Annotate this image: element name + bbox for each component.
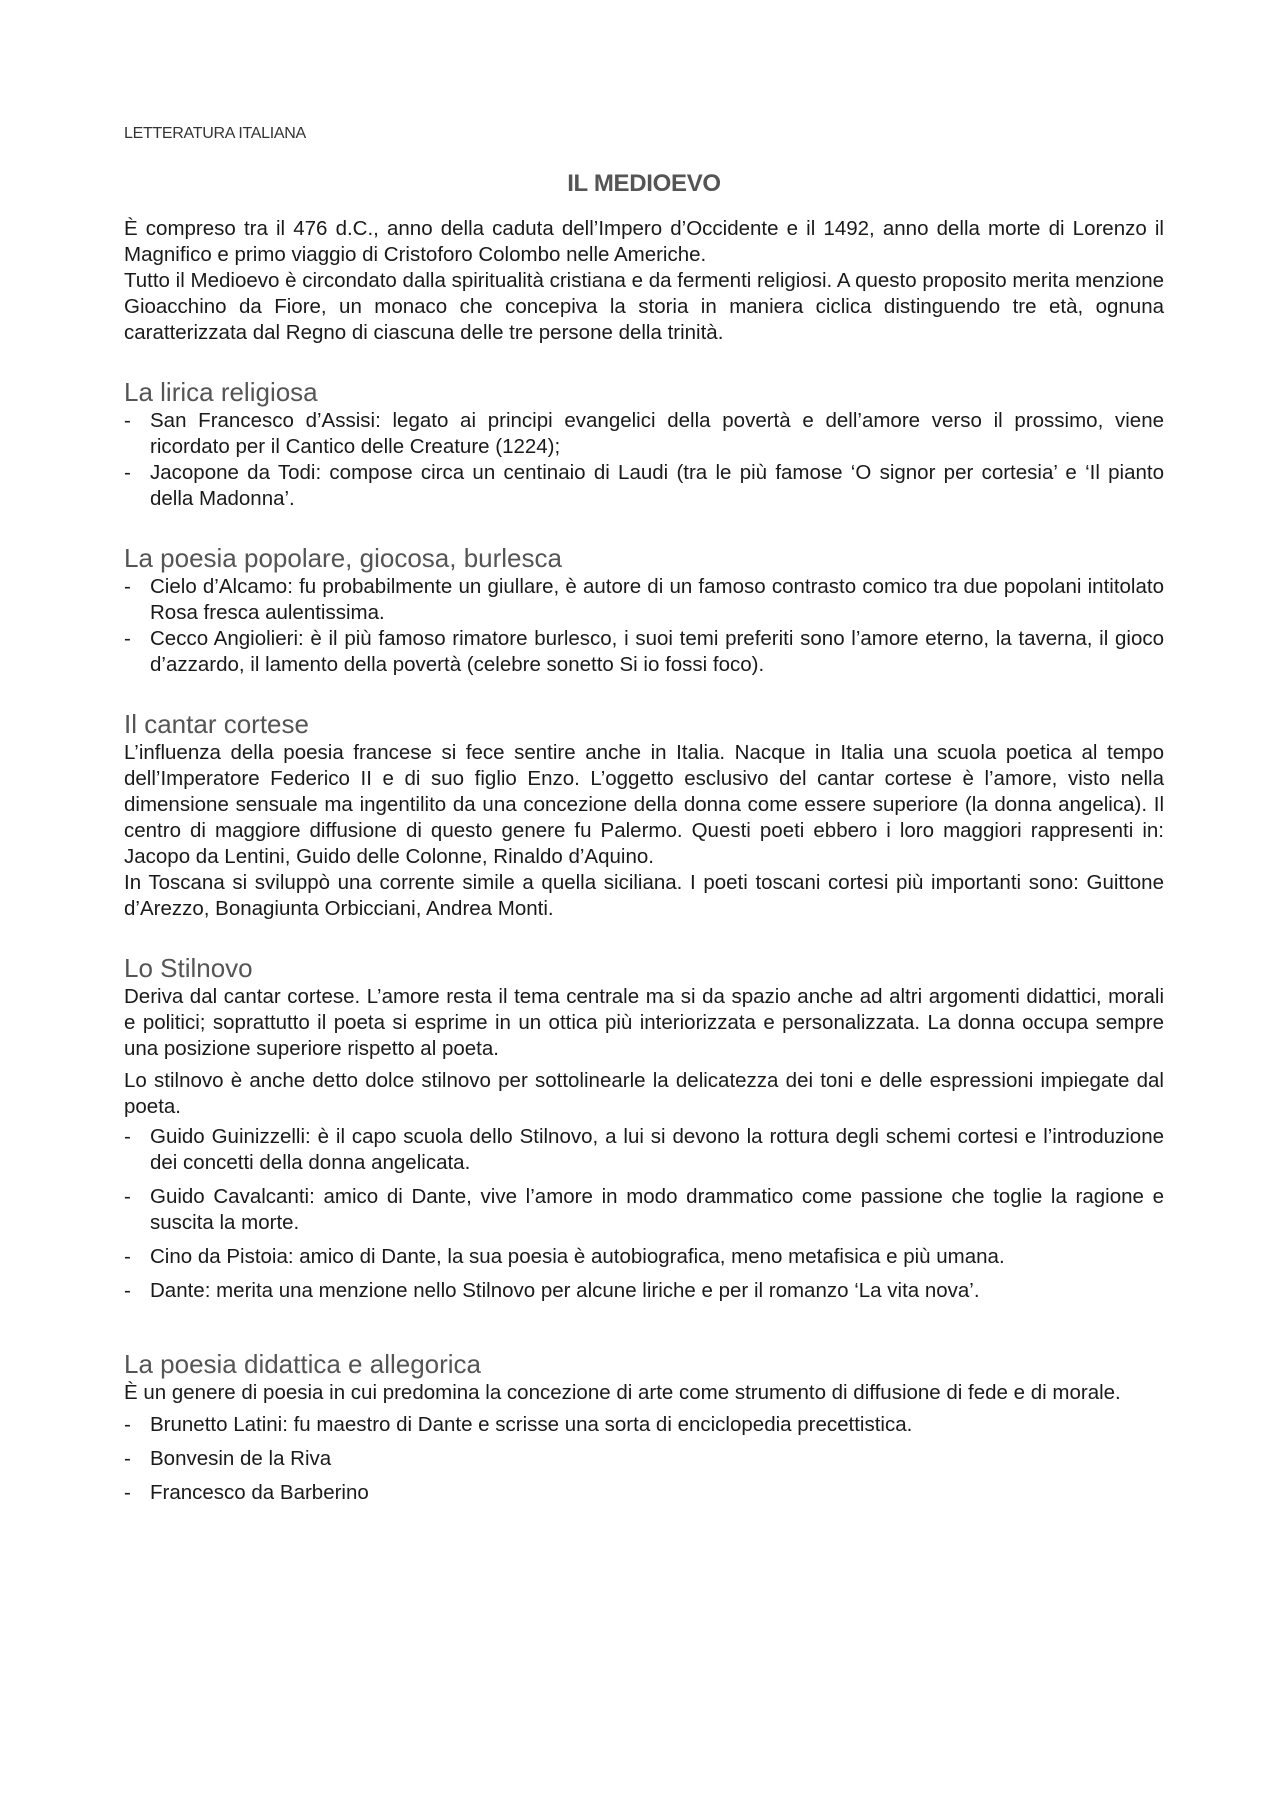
paragraph: Deriva dal cantar cortese. L’amore resta il tema centrale ma si da spazio anche ad altri argomenti didattici, morali e politici; soprattutto il poeta si esprime in un ottica più interiorizzata e personalizzata. La donna occupa sempre una posizione superiore rispetto al poeta. <box>124 985 1164 1060</box>
paragraph: È un genere di poesia in cui predomina la concezione di arte come strumento di diffusione di fede e di morale. <box>124 1381 1121 1404</box>
section-heading: La poesia didattica e allegorica <box>124 1349 482 1379</box>
paragraph: In Toscana si sviluppò una corrente simile a quella siciliana. I poeti toscani cortesi più importanti sono: Guittone d’Arezzo, Bonagiunta Orbicciani, Andrea Monti. <box>124 871 1164 920</box>
list-item: - Cielo d’Alcamo: fu probabilmente un giullare, è autore di un famoso contrasto comico tra due popolani intitolato Rosa fresca aulentissima. <box>124 574 1164 626</box>
document-body <box>124 216 1164 1506</box>
list-item: - Dante: merita una menzione nello Stilnovo per alcune liriche e per il romanzo ‘La vita nova’. <box>124 1278 1164 1304</box>
bullet-list <box>124 574 1164 678</box>
section-heading: Lo Stilnovo <box>124 953 253 983</box>
page-title: IL MEDIOEVO <box>567 170 721 197</box>
list-item: - Guido Guinizzelli: è il capo scuola dello Stilnovo, a lui si devono la rottura degli schemi cortesi e l’introduzione dei concetti della donna angelicata. <box>124 1124 1164 1176</box>
paragraph: Lo stilnovo è anche detto dolce stilnovo per sottolinearle la delicatezza dei toni e delle espressioni impiegate dal poeta. <box>124 1069 1164 1118</box>
section-stilnovo <box>124 952 1164 1304</box>
list-item: - Cecco Angiolieri: è il più famoso rimatore burlesco, i suoi temi preferiti sono l’amore eterno, la taverna, il gioco d’azzardo, il lamento della povertà (celebre sonetto Si io fossi foco). <box>124 626 1164 678</box>
section-lirica-religiosa <box>124 376 1164 512</box>
bullet-list <box>124 1124 1164 1304</box>
list-item: - Cino da Pistoia: amico di Dante, la sua poesia è autobiografica, meno metafisica e più umana. <box>124 1244 1164 1270</box>
section-poesia-didattica <box>124 1348 1164 1506</box>
bullet-list <box>124 1412 1164 1506</box>
running-head: LETTERATURA ITALIANA <box>124 125 306 142</box>
section-heading: Il cantar cortese <box>124 709 309 739</box>
list-item: - Jacopone da Todi: compose circa un centinaio di Laudi (tra le più famose ‘O signor per cortesia’ e ‘Il pianto della Madonna’. <box>124 460 1164 512</box>
section-poesia-popolare <box>124 542 1164 678</box>
section-heading: La lirica religiosa <box>124 377 318 407</box>
paragraph: L’influenza della poesia francese si fece sentire anche in Italia. Nacque in Italia una scuola poetica al tempo dell’Imperatore Federico II e di suo figlio Enzo. L’oggetto esclusivo del cantar cortese è l’amore, visto nella dimensione sensuale ma ingentilito da una concezione della donna come essere superiore (la donna angelica). Il centro di maggiore diffusione di questo genere fu Palermo. Questi poeti ebbero i loro maggiori rappresenti in: Jacopo da Lentini, Guido delle Colonne, Rinaldo d’Aquino. <box>124 741 1164 868</box>
list-item: - Brunetto Latini: fu maestro di Dante e scrisse una sorta di enciclopedia precettistica. <box>124 1412 1164 1438</box>
intro-paragraph-2: Tutto il Medioevo è circondato dalla spiritualità cristiana e da fermenti religiosi. A questo proposito merita menzione Gioacchino da Fiore, un monaco che concepiva la storia in maniera ciclica distinguendo tre età, ognuna caratterizzata dal Regno di ciascuna delle tre persone della trinità. <box>124 269 1164 344</box>
bullet-list <box>124 408 1164 512</box>
intro-section <box>124 216 1164 346</box>
section-cantar-cortese <box>124 708 1164 922</box>
section-heading: La poesia popolare, giocosa, burlesca <box>124 543 562 573</box>
intro-paragraph-1: È compreso tra il 476 d.C., anno della caduta dell’Impero d’Occidente e il 1492, anno della morte di Lorenzo il Magnifico e primo viaggio di Cristoforo Colombo nelle Americhe. <box>124 217 1164 266</box>
list-item: - Francesco da Barberino <box>124 1480 1164 1506</box>
list-item: - San Francesco d’Assisi: legato ai principi evangelici della povertà e dell’amore verso il prossimo, viene ricordato per il Cantico delle Creature (1224); <box>124 408 1164 460</box>
list-item: - Bonvesin de la Riva <box>124 1446 1164 1472</box>
list-item: - Guido Cavalcanti: amico di Dante, vive l’amore in modo drammatico come passione che toglie la ragione e suscita la morte. <box>124 1184 1164 1236</box>
